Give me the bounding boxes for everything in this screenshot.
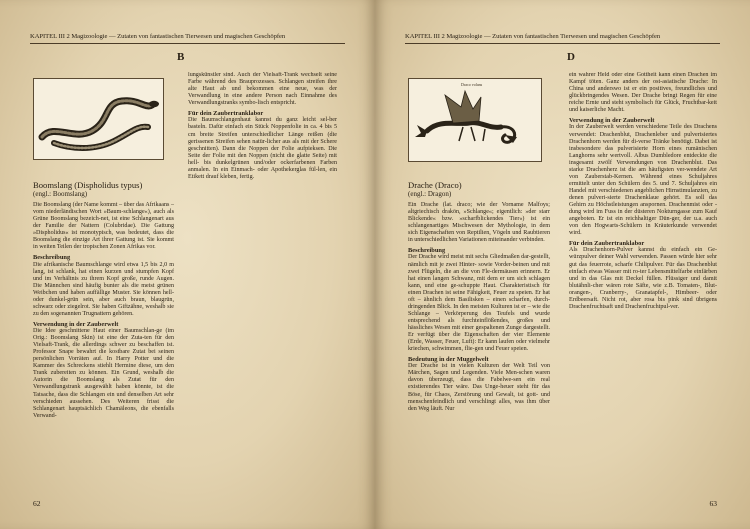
left-column-2 [188, 72, 337, 222]
section-heading: Für dein Zaubertranklabor [188, 110, 264, 118]
section-text: ein wahrer Held oder eine Gottheit kann einen Drachen im Kampf töten. Ganz anders der ost-asiatische Drache: In China und anderswo ist er ein positives, freundliches und glückbringendes Wesen. Der Drache bringt Regen für eine reiche Ernte und steht symbolisch für Glück, Fruchtbar-keit und kaiserliche Macht. [569, 72, 717, 114]
section-heading: Verwendung in der Zauberwelt [569, 117, 655, 125]
section-letter: D [567, 51, 575, 63]
section-text: Als Drachenhorn-Pulver kannst du einfach ein Ge-würzpulver deiner Wahl verwenden. Passen würde hier sehr gut das feuerrote, scharfe Chilipulver. Für das Drachenblut einfach etwas Wasser mit ro-ter Lebensmittelfarbe einfärben und in das Glas mit Deckel füllen. Flüssiger und damit blutähnli-cher wären rote Säfte, wie z.B. Tomaten-, Blut-orangen-, Cranberry-, Granatapfel-, Himbeer- oder Erdbeersaft. Nicht rot, aber rosa bis pink sind übrigens Drachenfruchtsaft und Drachenfruchtpul-ver. [569, 247, 717, 310]
page-number: 63 [709, 499, 717, 508]
section-text: Die Baumschlangenhaut kannst du ganz leicht sel-ber basteln. Dafür einfach ein Stück Noppenfolie in ca. 4 bis 5 cm breite Streifen unterschiedlicher Länge reißen (die gerissenen Streifen sehen natür-licher aus als mit der Schere geschnitten). Dann die Noppen der Folie aufpieksen. Die Seite der Folie mit den Noppen (nicht die glatte Seite) mit hell- bis dunkelgrünen und/oder ockerfarbenen Farben anmalen. In ein Einmach- oder Apothekerglas fül-len, ein Etikett drauf kleben, fertig. [188, 117, 337, 180]
entry-title: Boomslang (Dispholidus typus) [33, 180, 143, 190]
section-heading: Bedeutung in der Muggelwelt [408, 356, 489, 364]
section-heading: Für dein Zaubertranklabor [569, 240, 645, 248]
section-text: Die Idee geschnittene Haut einer Baumschlan-ge (im Orig.: Boomslang Skin) ist eine der Zuta-ten für den Vielsaft-Trank, die allerdings schwer zu beschaffen ist. Professor Snape bewahrt die kostbare Zutat bei seinen persönlichen Vorräten auf. In Harry Potter und die Kammer des Schreckens stiehlt Hermine diese, um den Trank zubereiten zu können. Ein Grund, weshalb die Autorin die Boomslang als Zutat für den Verwandlungstrank ausgewählt haben könnte, ist die Tatsache, dass die Schlangen ein und denselben Art sehr verschieden aussehen. Des Weiteren frisst die Schlangenart hauptsächlich Chamäleons, die ebenfalls Verwand- [33, 328, 174, 419]
page-number: 62 [33, 499, 41, 508]
section-heading: Beschreibung [33, 254, 71, 262]
dragon-illustration [408, 78, 542, 162]
header-rule [30, 43, 345, 44]
snake-drawing [34, 79, 163, 159]
entry-intro: Die Boomslang (der Name kommt – über das Afrikaans – vom niederländischen Wort »Baum-schlange«), auch als Grüne Boomslang bezeich-net, ist eine Schlangenart aus der Familie der Nattern (Colubridae). Die Gattung »Dispholidus« ist monotypisch, was bedeutet, dass die Boomslang die einzige Art ihrer Gattung ist. Sie kommt in weiten Teilen der tropischen Zonen Afrikas vor. [33, 202, 174, 251]
illustration-caption: Draco volans [461, 82, 483, 87]
entry-intro: Ein Drache (lat. draco; wie der Vorname Malfoys; altgriechisch drakōn, »Schlange«; eigentlich: »der starr Blickende« bzw. »scharfblickendes Tier«) ist ein schlangenartiges Mischwesen der Mythologie, in dem sich Eigenschaften von Reptilien, Vögeln und Raubtieren in unterschiedlichen Variationen miteinander verbinden. [408, 202, 550, 244]
section-text: In der Zauberwelt werden verschiedene Teile des Drachens verwendet: Drachenblut, Drachenleber und pulverisiertes Drachenhorn werden für di-verse Tränke benötigt. Dabei ist insbesondere das pulverisierte Horn eines rumänischen Langhorns sehr wertvoll. Albus Dumbledore entdeckte die insgesamt zwölf Verwendungen von Drachenblut. Das starke Drachenherz ist die am häufigsten ver-wendete Art von Zauberstab-Kernen. Während eines Schuljahres ermittelt unter den Schülern des 5. und 7. Schuljahres ein Handel mit verschiedenen angeblichen Hirnstimulanzien, zu denen pulveri-sierte Drachenklaue gehört. Es soll das Gehirn zu Höchstleistungen anspornen. Drachenmist oder -dung wird im Fuss in der düsteren Nokturngasse zum Kauf angeboten. Er ist ein reichhaltiger Dün-ger, der u.a. auch von den Hogwarts-Schülern in Kräuterkunde verwendet wird. [569, 124, 717, 237]
section-heading: Verwendung in der Zauberwelt [33, 320, 119, 328]
boomslang-illustration [33, 78, 164, 160]
left-column-1 [33, 180, 174, 500]
right-column-1 [408, 180, 550, 500]
header-rule [405, 43, 720, 44]
section-text: Der Drache ist in vielen Kulturen der Welt Teil von Märchen, Sagen und Legenden. Viele Men-schen waren davon überzeugt, dass die Fabelwe-sen ein real existierendes Tier wäre. Das Unge-heuer steht für das Böse, für Chaos, Zerstörung und Gewalt, ist gott- und menschenfeindlich und verschlingt alles, was ihm über den Weg läuft. Nur [408, 363, 550, 412]
right-page [375, 0, 750, 529]
page-header: KAPITEL III 2 Magizoologie — Zutaten von fantastischen Tierwesen und magischen Geschöpfen [30, 33, 286, 40]
section-letter: B [177, 51, 185, 63]
entry-subtitle: (engl.: Boomslang) [33, 190, 88, 198]
section-text: lungskünstler sind. Auch der Vielsaft-Trank wechselt seine Farbe während des Brauprozesses. Schlangen streifen ihre alte Haut ab und bekommen eine neue, was der Verwandlung in eine andere Person nach Einnahme des Verwandlungstranks symbo-lisch entspricht. [188, 72, 337, 107]
entry-title: Drache (Draco) [408, 180, 462, 190]
dragon-drawing [409, 79, 541, 161]
page-header: KAPITEL III 2 Magizoologie — Zutaten von fantastischen Tierwesen und magischen Geschöpfen [405, 33, 661, 40]
section-text: Die afrikanische Baumschlange wird etwa 1,5 bis 2,0 m lang, ist schlank, hat einen kurzen und stumpfen Kopf und im Verhältnis zu ihrem Kopf große, runde Augen. Die Männchen sind häufig bunter als die meist grünen Weibchen und haben auffällige Muster. Sie können hell- oder dunkel-grün sein, aber auch braun, blaugrün, schwarz oder ziegelrot. Sie haben Giftzähne, weshalb sie zu den sogenannten Trugnattern gehören. [33, 261, 174, 317]
section-heading: Beschreibung [408, 247, 446, 255]
entry-subtitle: (engl.: Dragon) [408, 190, 452, 198]
section-text: Der Drache wird meist mit sechs Gliedmaßen dar-gestellt, nämlich mit je zwei Hinter- sowie Vorder-beinen und mit zwei Flügeln, die an die von Fle-dermäusen erinnern. Er hat einen langen Schwanz, mit dem er um sich schlagen kann, und eine ge-schuppte Haut. Charakteristisch für einen Drachen ist seine Fähigkeit, Feuer zu speien. Er hat oft – ähnlich dem Basilisken – einen scharfen, durch-dringenden Blick. In den meisten Kulturen ist er – wie die Schlange – Verkörperung des Teufels und wurde entsprechend als furchteinflößendes, großes und hässliches Wesen mit einer gespaltenen Zunge dargestellt. Er verfügt über die Eigenschaften der vier Elemente (Erde, Wasser, Feuer, Luft): Er kann laufen oder vielmehr kriechen, schwimmen, flie-gen und Feuer speien. [408, 254, 550, 353]
right-column-2 [569, 72, 717, 500]
